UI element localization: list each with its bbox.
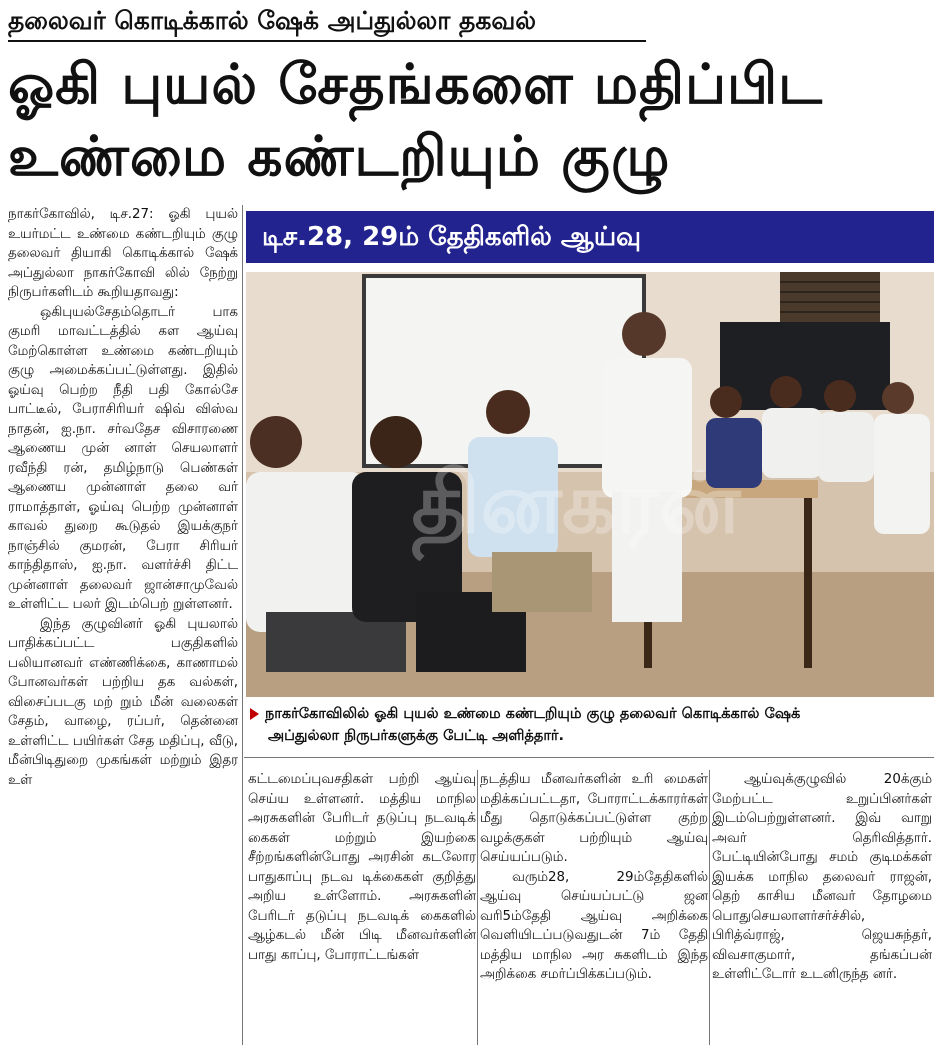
column-divider <box>477 770 478 1045</box>
caption-marker-icon <box>250 708 259 720</box>
meeting-photo-illustration <box>246 272 934 697</box>
caption-line-2: அப்துல்லா நிருபர்களுக்கு பேட்டி அளித்தார். <box>268 728 564 744</box>
body-paragraph: நடத்திய மீனவர்களின் உரி மைகள் மதிக்கப்பட்டதா, போராட்டக்காரர்கள் மீது தொடுக்கப்பட்டுள்ள குற்ற வழக்குகள் பற்றியும் ஆய்வு செய்யப்படும். <box>480 772 708 865</box>
caption-divider <box>244 757 934 758</box>
article-column-2 <box>248 770 476 965</box>
caption-line-1: நாகர்கோவிலில் ஓகி புயல் உண்மை கண்டறியும் குழு தலைவர் கொடிக்கால் ஷேக் <box>265 706 801 722</box>
subheadline-banner: டிச.28, 29ம் தேதிகளில் ஆய்வு <box>246 211 934 263</box>
body-paragraph: ஆய்வுக்குழுவில் 20க்கும் மேற்பட்ட உறுப்பினர்கள் இடம்பெற்றுள்ளனர். இவ் வாறு அவர் தெரிவித்தார். பேட்டியின்போது சமம் குடிமக்கள் இயக்க மாநில தலைவர் ராஜன், தெற் காசிய மீனவர் தோழமை பொதுசெயலாளர்சர்ச்சில், பிரித்வ்ராஜ், ஜெயசுந்தர், விவசாகுமார், தங்கப்பன் உள்ளிட்டோர் உடனிருந்த னர். <box>712 772 932 982</box>
body-paragraph: இந்த குழுவினர் ஓகி புயலால் பாதிக்கப்பட்ட பகுதிகளில் பலியானவர் எண்ணிக்கை, காணாமல் போனவர்கள் பற்றிய தக வல்கள், விசைப்படகு மற் றும் மீன் வலைகள் சேதம், வாழை, ரப்பர், தென்னை உள்ளிட்ட பயிர்கள் சேத மதிப்பு, வீடு, மீன்பிடிதுறை முகங்கள் மற்றும் இதர உள் <box>8 616 238 788</box>
photo-watermark: தினகரன் <box>411 454 741 552</box>
column-divider <box>242 205 243 1045</box>
kicker-headline: தலைவர் கொடிக்கால் ஷேக் அப்துல்லா தகவல் <box>8 6 537 35</box>
headline-line-2: உண்மை கண்டறியும் குழு <box>8 124 671 188</box>
dateline-paragraph: நாகர்கோவில், டிச.27: ஓகி புயல் உயர்மட்ட உண்மை கண்டறியும் குழு தலைவர் தியாகி கொடிக்கால் ஷேக் அப்துல்லா நாகர்கோவி லில் நேற்று நிருபர்களிடம் கூறியதாவது: <box>8 207 238 300</box>
article-column-1 <box>8 205 238 790</box>
article-column-4 <box>712 770 932 985</box>
photo-caption <box>250 703 930 747</box>
body-paragraph: வரும்28, 29ம்தேதிகளில் ஆய்வு செய்யப்பட்டு ஜன வரி5ம்தேதி ஆய்வு அறிக்கை வெளியிடப்படுவதுடன் 7ம் தேதி மத்திய மாநில அர சுகளிடம் இந்த அறிக்கை சமர்ப்பிக்கப்படும். <box>480 869 708 982</box>
article-column-3 <box>480 770 708 985</box>
news-photo <box>246 272 934 697</box>
body-paragraph: ஒகிபுயல்சேதம்தொடர் பாக குமரி மாவட்டத்தில் கள ஆய்வு மேற்கொள்ள உண்மை கண்டறியும் குழு அமைக்கப்பட்டுள்ளது. இதில் ஓய்வு பெற்ற நீதி பதி கோல்சே பாட்டீல், பேராசிரியர் ஷிவ் விஸ்வ நாதன், ஐ.நா. சர்வதேச விசாரணை ஆணைய முன் னாள் செயலாளர் ரவீந்தி ரன், தமிழ்நாடு பெண்கள் ஆணைய முன்னாள் தலை வர் ராமாத்தாள், ஓய்வு பெற்ற முன்னாள் காவல் துறை கூடுதல் இயக்குநர் நாஞ்சில் குமரன், பேரா சிரியர் காந்திதாஸ், ஐ.நா. வளர்ச்சி திட்ட முன்னாள் தலைவர் ஜான்சாமுவேல் உள்ளிட்ட பலர் இடம்பெற் றுள்ளனர். <box>8 304 238 612</box>
body-paragraph: கட்டமைப்புவசதிகள் பற்றி ஆய்வு செய்ய உள்ளனர். மத்திய மாநில அரசுகளின் பேரிடர் தடுப்பு நடவடிக் கைகள் மற்றும் இயற்கை சீற்றங்களின்போது அரசின் கடலோர பாதுகாப்பு நடவ டிக்கைகள் குறித்து அறிய உள்ளோம். அரசுகளின் பேரிடர் தடுப்பு நடவடிக் கைகளில் ஆழ்கடல் மீன் பிடி மீனவர்களின் பாது காப்பு, போராட்டங்கள் <box>248 772 476 963</box>
column-divider <box>709 770 710 1045</box>
kicker-underline <box>8 40 646 42</box>
headline-line-1: ஓகி புயல் சேதங்களை மதிப்பிட <box>8 52 823 116</box>
